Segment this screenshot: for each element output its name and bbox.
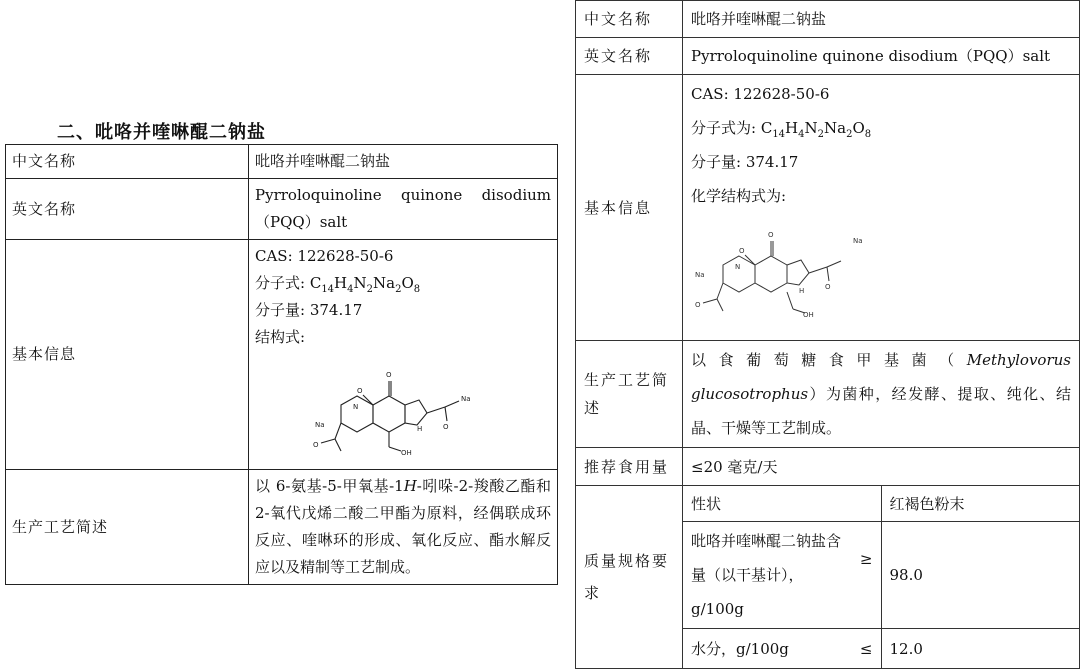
- left-info-table: [5, 144, 558, 585]
- svg-text:O: O: [313, 441, 319, 449]
- quality-value: 12.0: [881, 629, 1080, 669]
- cn-name-value: 吡咯并喹啉醌二钠盐: [683, 1, 1080, 38]
- comparison-operator: ≤: [859, 640, 873, 658]
- en-name-line1: Pyrroloquinoline quinone disodium: [255, 186, 551, 204]
- section-heading: 二、吡咯并喹啉醌二钠盐: [57, 122, 266, 143]
- basic-info-label: 基本信息: [6, 240, 249, 470]
- svg-text:Na: Na: [695, 271, 705, 279]
- svg-text:Na: Na: [853, 237, 863, 245]
- basic-info-label: 基本信息: [576, 75, 683, 341]
- quality-value: 红褐色粉末: [881, 486, 1080, 522]
- svg-text:OH: OH: [401, 449, 412, 457]
- dose-label: 推荐食用量: [576, 448, 683, 486]
- process-description: 以食葡萄糖食甲基菌（Methylovorus glucosotrophus）为菌种，经发酵、提取、纯化、结晶、干燥等工艺制成。: [683, 341, 1080, 448]
- chemical-structure-diagram: [313, 357, 493, 457]
- table-row: [6, 470, 558, 585]
- svg-text:O: O: [695, 301, 701, 309]
- quality-item: 吡咯并喹啉醌二钠盐含量（以干基计），g/100g ≥: [683, 522, 882, 629]
- formula-text: $C_{14}H_4N_2Na_2O_8$: [309, 274, 421, 295]
- cas-number: CAS: 122628-50-6: [255, 247, 394, 265]
- table-row: [576, 38, 1080, 75]
- process-label: 生产工艺简述: [6, 470, 249, 585]
- molecular-weight: 分子量: 374.17: [255, 301, 363, 319]
- en-name-line2: （PQQ）salt: [255, 213, 348, 231]
- svg-text:N: N: [735, 263, 741, 271]
- svg-text:O: O: [443, 423, 449, 431]
- process-label: 生产工艺简述: [576, 341, 683, 448]
- quality-value: 98.0: [881, 522, 1080, 629]
- table-row: [576, 75, 1080, 341]
- svg-text:Na: Na: [315, 421, 325, 429]
- quality-label: 质量规格要求: [576, 486, 683, 669]
- svg-text:O: O: [386, 371, 392, 379]
- svg-text:H: H: [417, 425, 423, 433]
- formula-prefix: 分子式为:: [691, 119, 761, 137]
- chemical-structure-diagram: [695, 215, 875, 319]
- formula-prefix: 分子式:: [255, 274, 310, 292]
- svg-text:O: O: [739, 247, 745, 255]
- svg-text:OH: OH: [803, 311, 814, 319]
- formula-text: $C_{14}H_4N_2Na_2O_8$: [760, 119, 872, 140]
- comparison-operator: ≥: [859, 550, 873, 568]
- cn-name-label: 中文名称: [576, 1, 683, 38]
- table-row: [6, 240, 558, 470]
- table-row: [6, 145, 558, 179]
- cn-name-value: 吡咯并喹啉醌二钠盐: [249, 145, 558, 179]
- svg-text:H: H: [799, 287, 805, 295]
- en-name-value: Pyrroloquinoline quinone disodium（PQQ）salt: [683, 38, 1080, 75]
- svg-text:Na: Na: [461, 395, 471, 403]
- molecular-formula: [255, 270, 551, 297]
- structure-label: 化学结构式为:: [691, 187, 787, 205]
- right-document: [575, 0, 1080, 658]
- table-row: [576, 448, 1080, 486]
- en-name-cell: [249, 179, 558, 240]
- table-row: [576, 341, 1080, 448]
- molecular-formula: [691, 111, 1071, 145]
- cas-number: CAS: 122628-50-6: [691, 85, 830, 103]
- table-row: [576, 1, 1080, 38]
- molecular-weight: 分子量: 374.17: [691, 153, 799, 171]
- svg-text:O: O: [768, 231, 774, 239]
- en-name-label: 英文名称: [576, 38, 683, 75]
- process-description: 以 6-氨基-5-甲氧基-1H-吲哚-2-羧酸乙酯和 2-氧代戊烯二酸二甲酯为原料，经偶联成环反应、喹啉环的形成、氧化反应、酯水解反应以及精制等工艺制成。: [249, 470, 558, 585]
- table-row: [576, 486, 1080, 522]
- basic-info-cell: [249, 240, 558, 470]
- basic-info-cell: [683, 75, 1080, 341]
- right-info-table: [575, 0, 1080, 669]
- svg-text:O: O: [357, 387, 363, 395]
- dose-value: ≤20 毫克/天: [683, 448, 1080, 486]
- structure-label: 结构式:: [255, 328, 306, 346]
- en-name-label: 英文名称: [6, 179, 249, 240]
- cn-name-label: 中文名称: [6, 145, 249, 179]
- quality-item: 性状: [683, 486, 882, 522]
- svg-text:N: N: [353, 403, 359, 411]
- svg-text:O: O: [825, 283, 831, 291]
- table-row: [6, 179, 558, 240]
- quality-item: 水分，g/100g ≤: [683, 629, 882, 669]
